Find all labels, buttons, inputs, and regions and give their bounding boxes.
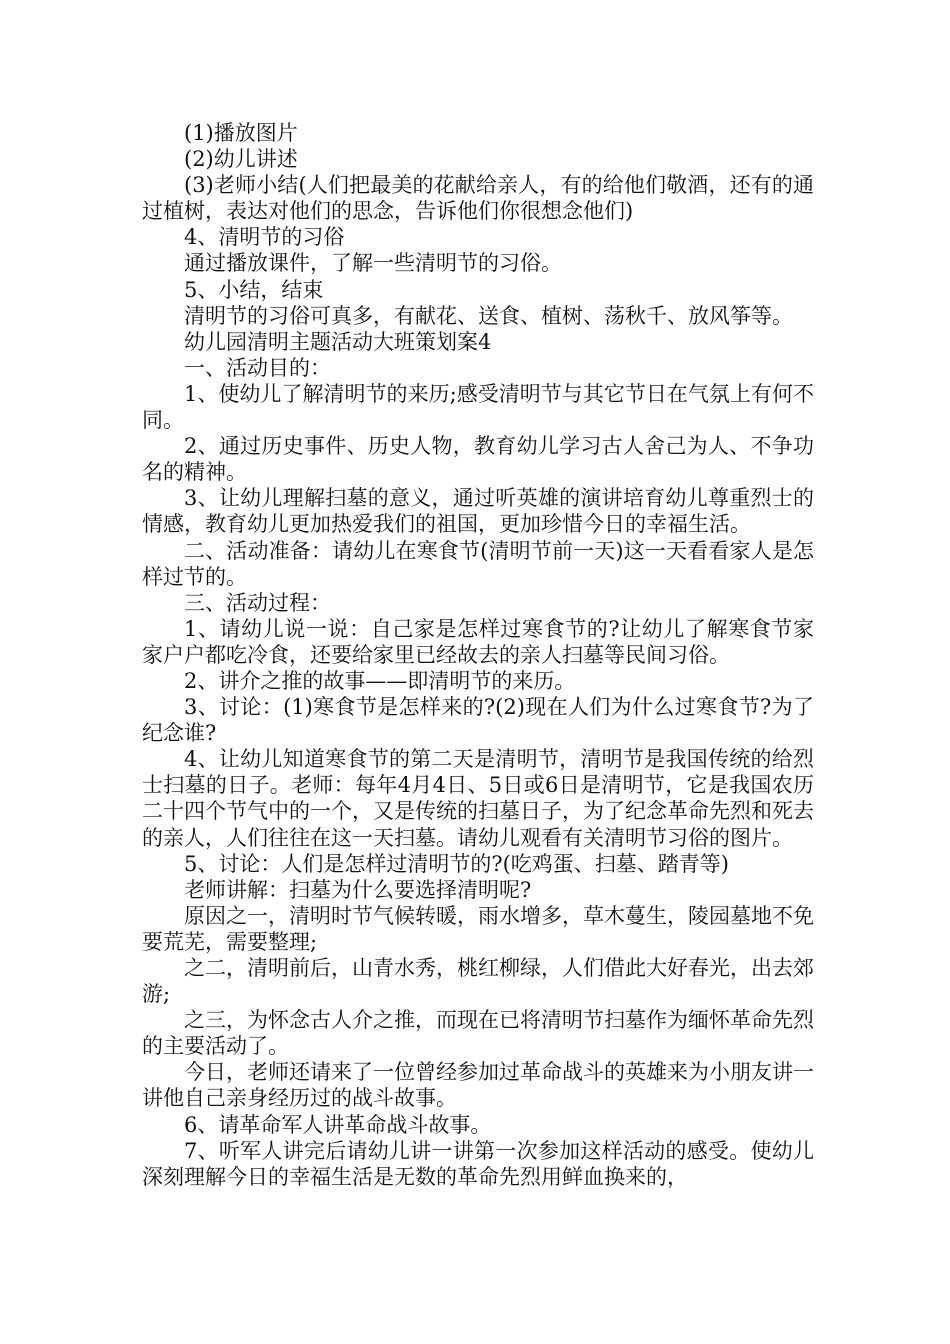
paragraph: 一、活动目的： xyxy=(184,355,331,380)
paragraph: (3)老师小结(人们把最美的花献给亲人，有的给他们敬酒，还有的通过植树，表达对他们的思念，告诉他们你很想念他们) xyxy=(142,173,814,224)
paragraph: (1)播放图片 xyxy=(184,121,298,145)
paragraph: 3、让幼儿理解扫墓的意义，通过听英雄的演讲培育幼儿尊重烈士的情感，教育幼儿更加热爱我们的祖国，更加珍惜今日的幸福生活。 xyxy=(142,486,814,537)
paragraph: 7、听军人讲完后请幼儿讲一讲第一次参加这样活动的感受。使幼儿深刻理解今日的幸福生活是无数的革命先烈用鲜血换来的， xyxy=(142,1138,814,1189)
paragraph: 3、讨论：(1)寒食节是怎样来的?(2)现在人们为什么过寒食节?为了纪念谁? xyxy=(142,695,814,746)
paragraph: 4、清明节的习俗 xyxy=(184,225,345,250)
paragraph: 三、活动过程： xyxy=(184,590,331,615)
paragraph: 5、小结，结束 xyxy=(184,277,324,302)
section-title: 幼儿园清明主题活动大班策划案4 xyxy=(184,329,492,354)
paragraph: 6、请革命军人讲革命战斗故事。 xyxy=(184,1112,492,1137)
document-body xyxy=(142,120,814,1190)
paragraph: 之二，清明前后，山青水秀，桃红柳绿，人们借此大好春光，出去郊游; xyxy=(142,956,814,1007)
paragraph: 二、活动准备：请幼儿在寒食节(清明节前一天)这一天看看家人是怎样过节的。 xyxy=(142,538,814,589)
paragraph: 2、通过历史事件、历史人物，教育幼儿学习古人舍己为人、不争功名的精神。 xyxy=(142,434,814,485)
paragraph: 通过播放课件，了解一些清明节的习俗。 xyxy=(184,251,562,276)
paragraph: 5、讨论：人们是怎样过清明节的?(吃鸡蛋、扫墓、踏青等) xyxy=(184,851,730,876)
paragraph: 老师讲解：扫墓为什么要选择清明呢? xyxy=(184,877,532,902)
paragraph: 原因之一，清明时节气候转暖，雨水增多，草木蔓生，陵园墓地不免要荒芜，需要整理; xyxy=(142,903,814,954)
paragraph: 今日，老师还请来了一位曾经参加过革命战斗的英雄来为小朋友讲一讲他自己亲身经历过的战斗故事。 xyxy=(142,1060,814,1111)
paragraph: 1、使幼儿了解清明节的来历;感受清明节与其它节日在气氛上有何不同。 xyxy=(142,381,814,433)
paragraph: 4、让幼儿知道寒食节的第二天是清明节，清明节是我国传统的给烈士扫墓的日子。老师：每年4月4日、5日或6日是清明节，它是我国农历二十四个节气中的一个，又是传统的扫墓日子，为了纪念革命先烈和死去的亲人，人们往往在这一天扫墓。请幼儿观看有关清明节习俗的图片。 xyxy=(142,747,814,850)
paragraph: (2)幼儿讲述 xyxy=(184,147,298,172)
paragraph: 2、讲介之推的故事——即清明节的来历。 xyxy=(184,668,576,693)
paragraph: 1、请幼儿说一说：自己家是怎样过寒食节的?让幼儿了解寒食节家家户户都吃冷食，还要给家里已经故去的亲人扫墓等民间习俗。 xyxy=(142,616,814,667)
paragraph: 之三，为怀念古人介之推，而现在已将清明节扫墓作为缅怀革命先烈的主要活动了。 xyxy=(142,1008,814,1059)
paragraph: 清明节的习俗可真多，有献花、送食、植树、荡秋千、放风筝等。 xyxy=(184,303,793,328)
